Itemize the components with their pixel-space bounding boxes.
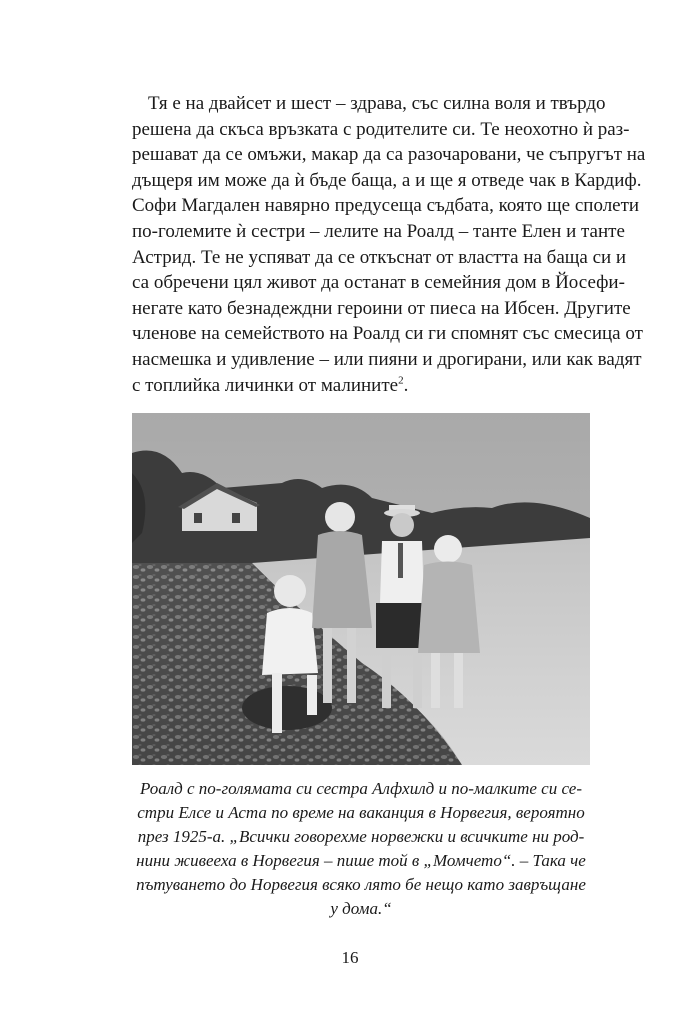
photo-illustration: [132, 413, 590, 765]
caption-line: у дома.“: [330, 899, 392, 918]
body-line: негате като безнадеждни героини от пиеса на Ибсен. Другите: [132, 297, 631, 319]
body-line: Тя е на двайсет и шест – здрава, със силна воля и твърдо: [148, 93, 606, 114]
body-line: решават да се омъжи, макар да са разочаровани, че съпругът на: [132, 144, 646, 166]
footnote-reference[interactable]: 2: [398, 374, 404, 387]
body-line: решена да скъса връзката с родителите си. Те неохотно ѝ раз-: [132, 118, 630, 140]
family-photo: [132, 413, 590, 765]
caption-line: през 1925-а. „Всички говорехме норвежки и всичките ни род-: [137, 827, 585, 846]
body-line: с топлийка личинки от малините: [132, 374, 399, 396]
body-paragraph: [132, 91, 646, 398]
body-line: дъщеря им може да ѝ бъде баща, а и ще я отведе чак в Кардиф.: [132, 169, 642, 191]
caption-line: стри Елсе и Аста по време на ваканция в Норвегия, вероятно: [137, 803, 585, 822]
body-line: Астрид. Те не успяват да се откъснат от властта на баща си и: [132, 246, 627, 268]
body-line-last: [132, 373, 590, 399]
end-punctuation: .: [403, 374, 409, 396]
photo-caption: [132, 777, 590, 921]
page-number: 16: [341, 948, 359, 967]
body-line: по-големите ѝ сестри – лелите на Роалд – танте Елен и танте: [132, 220, 625, 242]
caption-line: пътуването до Норвегия всяко лято бе нещо като завръщане: [136, 875, 586, 894]
caption-line: Роалд с по-голямата си сестра Алфхилд и по-малките си се-: [139, 779, 582, 798]
body-line: насмешка и удивление – или пияни и дрогирани, или как вадят: [132, 348, 642, 370]
caption-line: нини живееха в Норвегия – пише той в „Момчето“. – Така че: [136, 851, 586, 870]
body-line: Софи Магдален навярно предусеща съдбата, която ще сполети: [132, 195, 640, 217]
body-line: членове на семейството на Роалд си ги спомнят със смесица от: [132, 323, 643, 345]
body-line: са обречени цял живот да останат в семейния дом в Йосефи-: [132, 272, 625, 294]
